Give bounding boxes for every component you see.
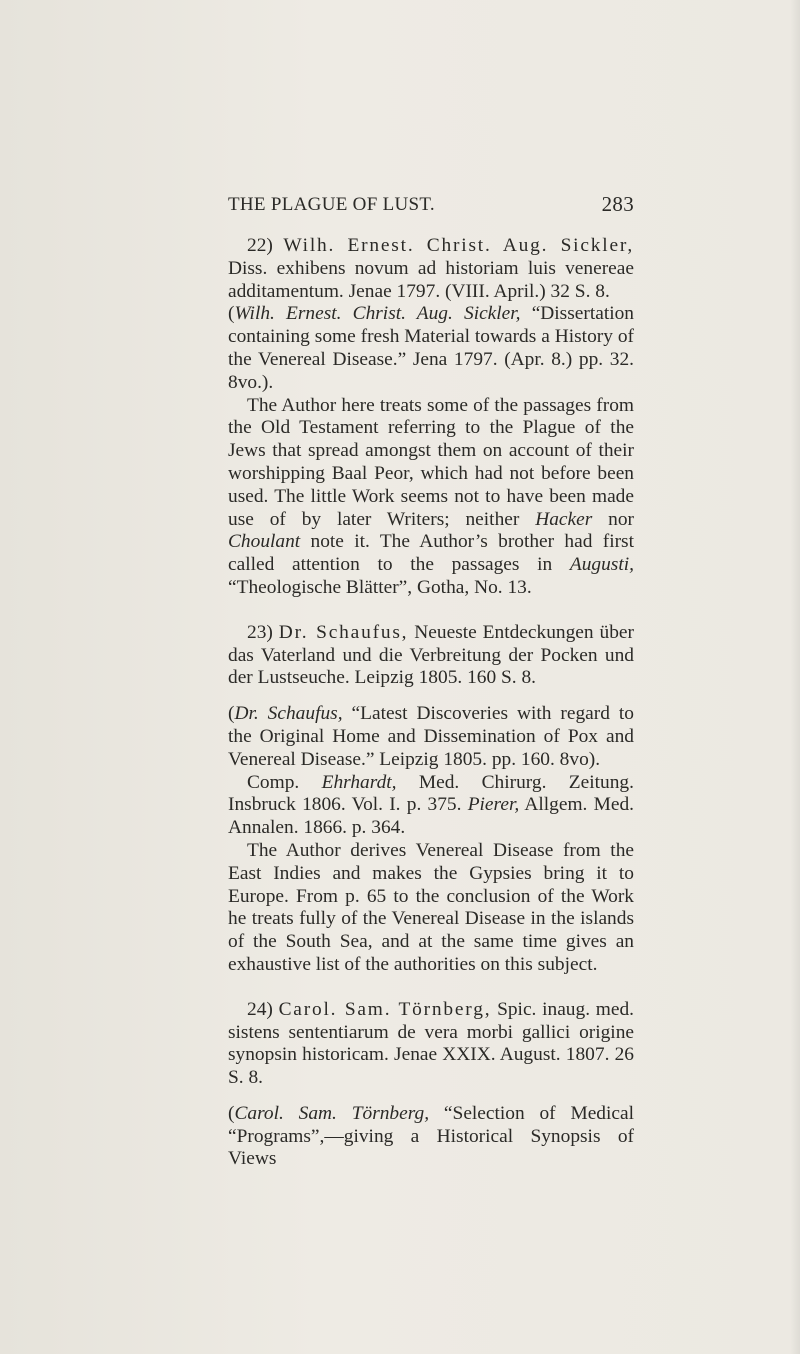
entry-translation: (Dr. Schaufus, “Latest Discoveries with regard to the Original Home and Dissemination of Pox and Venereal Disease.” Leipzig 1805. pp. 160. 8vo). (228, 703, 634, 770)
entry-translation: (Carol. Sam. Törnberg, “Selection of Medical “Programs”,—giving a Historical Synopsis of Views (228, 1102, 634, 1170)
entry-author: Wilh. Ernest. Christ. Aug. Sickler, (283, 235, 634, 256)
entry-latin-title: Neueste Entdeckungen über das Vaterland und die Verbreitung der Pocken und der Lustseuche. Leipzig 1805. 160 S. 8. (228, 621, 634, 689)
entry-latin-title: Diss. exhibens novum ad historiam luis venereae additamentum. Jenae 1797. (VIII. April.) 32 S. 8. (228, 257, 634, 302)
entry-note: The Author derives Venereal Disease from the East Indies and makes the Gypsies bring it to Europe. From p. 65 to the conclusion of the Work he treats fully of the Venereal Disease in the islands of the South Sea, and at the same time gives an exhaustive list of the authorities on this subject. (228, 839, 634, 975)
bibliography-entry: 22) Wilh. Ernest. Christ. Aug. Sickler, Diss. exhibens novum ad historiam luis venereae additamentum. Jenae 1797. (VIII. April.) 32 S. 8. (228, 235, 634, 302)
bibliography-entry: 24) Carol. Sam. Törnberg, Spic. inaug. med. sistens sententiarum de vera morbi gallici origine synopsin historicam. Jenae XXIX. August. 1807. 26 S. 8. (228, 998, 634, 1089)
entry-number: 22 (247, 235, 267, 256)
page-number: 283 (601, 192, 634, 216)
running-title: THE PLAGUE OF LUST. (228, 194, 435, 215)
translation-author: Carol. Sam. Törnberg, (234, 1102, 430, 1124)
body-text (228, 235, 634, 1171)
bibliography-entry: 23) Dr. Schaufus, Neueste Entdeckungen über das Vaterland und die Verbreitung der Pocken und der Lustseuche. Leipzig 1805. 160 S. 8. (228, 621, 634, 689)
entry-author: Dr. Schaufus, (278, 621, 409, 643)
entry-author: Carol. Sam. Törnberg, (278, 998, 492, 1020)
entry-note: The Author here treats some of the passages from the Old Testament referring to the Plague of the Jews that spread amongst them on account of their worshipping Baal Peor, which had not before been used. The little Work seems not to have been made use of by later Writers; neither Hacker nor Choulant note it. The Author’s brother had first called attention to the passages in Augusti, “Theologische Blätter”, Gotha, No. 13. (228, 394, 634, 598)
entry-number: 23 (247, 621, 267, 643)
entry-latin-title: Spic. inaug. med. sistens sententiarum de vera morbi gallici origine synopsin historicam. Jenae XXIX. August. 1807. 26 S. 8. (228, 998, 634, 1089)
entry-number: 24 (247, 998, 267, 1020)
translation-author: Wilh. Ernest. Christ. Aug. Sickler, (234, 303, 521, 325)
entry-comparison: Comp. Ehrhardt, Med. Chirurg. Zeitung. Insbruck 1806. Vol. I. p. 375. Pierer, Allgem. Med. Annalen. 1866. p. 364. (228, 771, 634, 839)
page-edge-shadow (790, 0, 800, 1354)
translation-author: Dr. Schaufus, (234, 703, 343, 725)
entry-translation: (Wilh. Ernest. Christ. Aug. Sickler, “Dissertation containing some fresh Material towards a History of the Venereal Disease.” Jena 1797. (Apr. 8.) pp. 32. 8vo.). (228, 303, 634, 393)
